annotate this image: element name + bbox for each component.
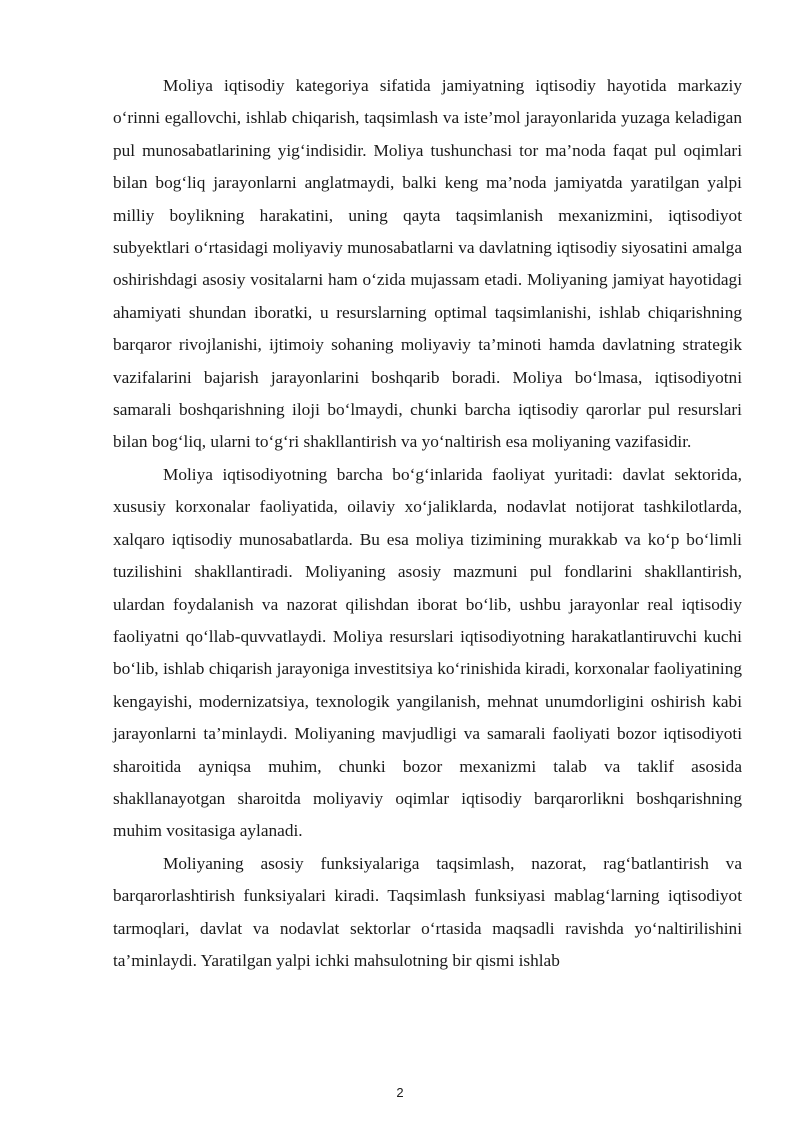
page-number: 2	[396, 1085, 404, 1100]
paragraph-finance-category: Moliya iqtisodiy kategoriya sifatida jamiyatning iqtisodiy hayotida markaziy o‘rinni egallovchi, ishlab chiqarish, taqsimlash va iste’mol jarayonlarida yuzaga keladigan pul munosabatlarining yig‘indisidir. Moliya tushunchasi tor ma’noda faqat pul oqimlari bilan bog‘liq jarayonlarni anglatmaydi, balki keng ma’noda jamiyatda yaratilgan yalpi milliy boylikning harakatini, uning qayta taqsimlanish mexanizmini, iqtisodiyot subyektlari o‘rtasidagi moliyaviy munosabatlarni va davlatning iqtisodiy siyosatini amalga oshirishdagi asosiy vositalarni ham o‘zida mujassam etadi. Moliyaning jamiyat hayotidagi ahamiyati shundan iboratki, u resurslarning optimal taqsimlanishi, ishlab chiqarishning barqaror rivojlanishi, ijtimoiy sohaning moliyaviy ta’minoti hamda davlatning strategik vazifalarini bajarish jarayonlarini boshqarib boradi. Moliya bo‘lmasa, iqtisodiyotni samarali boshqarishning iloji bo‘lmaydi, chunki barcha iqtisodiy qarorlar pul resurslari bilan bog‘liq, ularni to‘g‘ri shakllantirish va yo‘naltirish esa moliyaning vazifasidir.	[113, 76, 742, 452]
document-body	[113, 70, 742, 977]
paragraph-finance-functions: Moliyaning asosiy funksiyalariga taqsimlash, nazorat, rag‘batlantirish va barqarorlashtirish funksiyalari kiradi. Taqsimlash funksiyasi mablag‘larning iqtisodiyot tarmoqlari, davlat va nodavlat sektorlar o‘rtasida maqsadli ravishda yo‘naltirilishini ta’minlaydi. Yaratilgan yalpi ichki mahsulotning bir qismi ishlab	[113, 853, 742, 970]
paragraph-finance-sectors: Moliya iqtisodiyotning barcha bo‘g‘inlarida faoliyat yuritadi: davlat sektorida, xususiy korxonalar faoliyatida, oilaviy xo‘jaliklarda, nodavlat notijorat tashkilotlarda, xalqaro iqtisodiy munosabatlarda. Bu esa moliya tizimining murakkab va ko‘p bo‘limli tuzilishini shakllantiradi. Moliyaning asosiy mazmuni pul fondlarini shakllantirish, ulardan foydalanish va nazorat qilishdan iborat bo‘lib, ushbu jarayonlar real iqtisodiy faoliyatni qo‘llab-quvvatlaydi. Moliya resurslari iqtisodiyotning harakatlantiruvchi kuchi bo‘lib, ishlab chiqarish jarayoniga investitsiya ko‘rinishida kiradi, korxonalar faoliyatining kengayishi, modernizatsiya, texnologik yangilanish, mehnat unumdorligini oshirish kabi jarayonlarni ta’minlaydi. Moliyaning mavjudligi va samarali faoliyati bozor iqtisodiyoti sharoitida ayniqsa muhim, chunki bozor mexanizmi talab va taklif asosida shakllanayotgan sharoitda moliyaviy oqimlar iqtisodiy barqarorlikni boshqarishning muhim vositasiga aylanadi.	[113, 464, 742, 841]
